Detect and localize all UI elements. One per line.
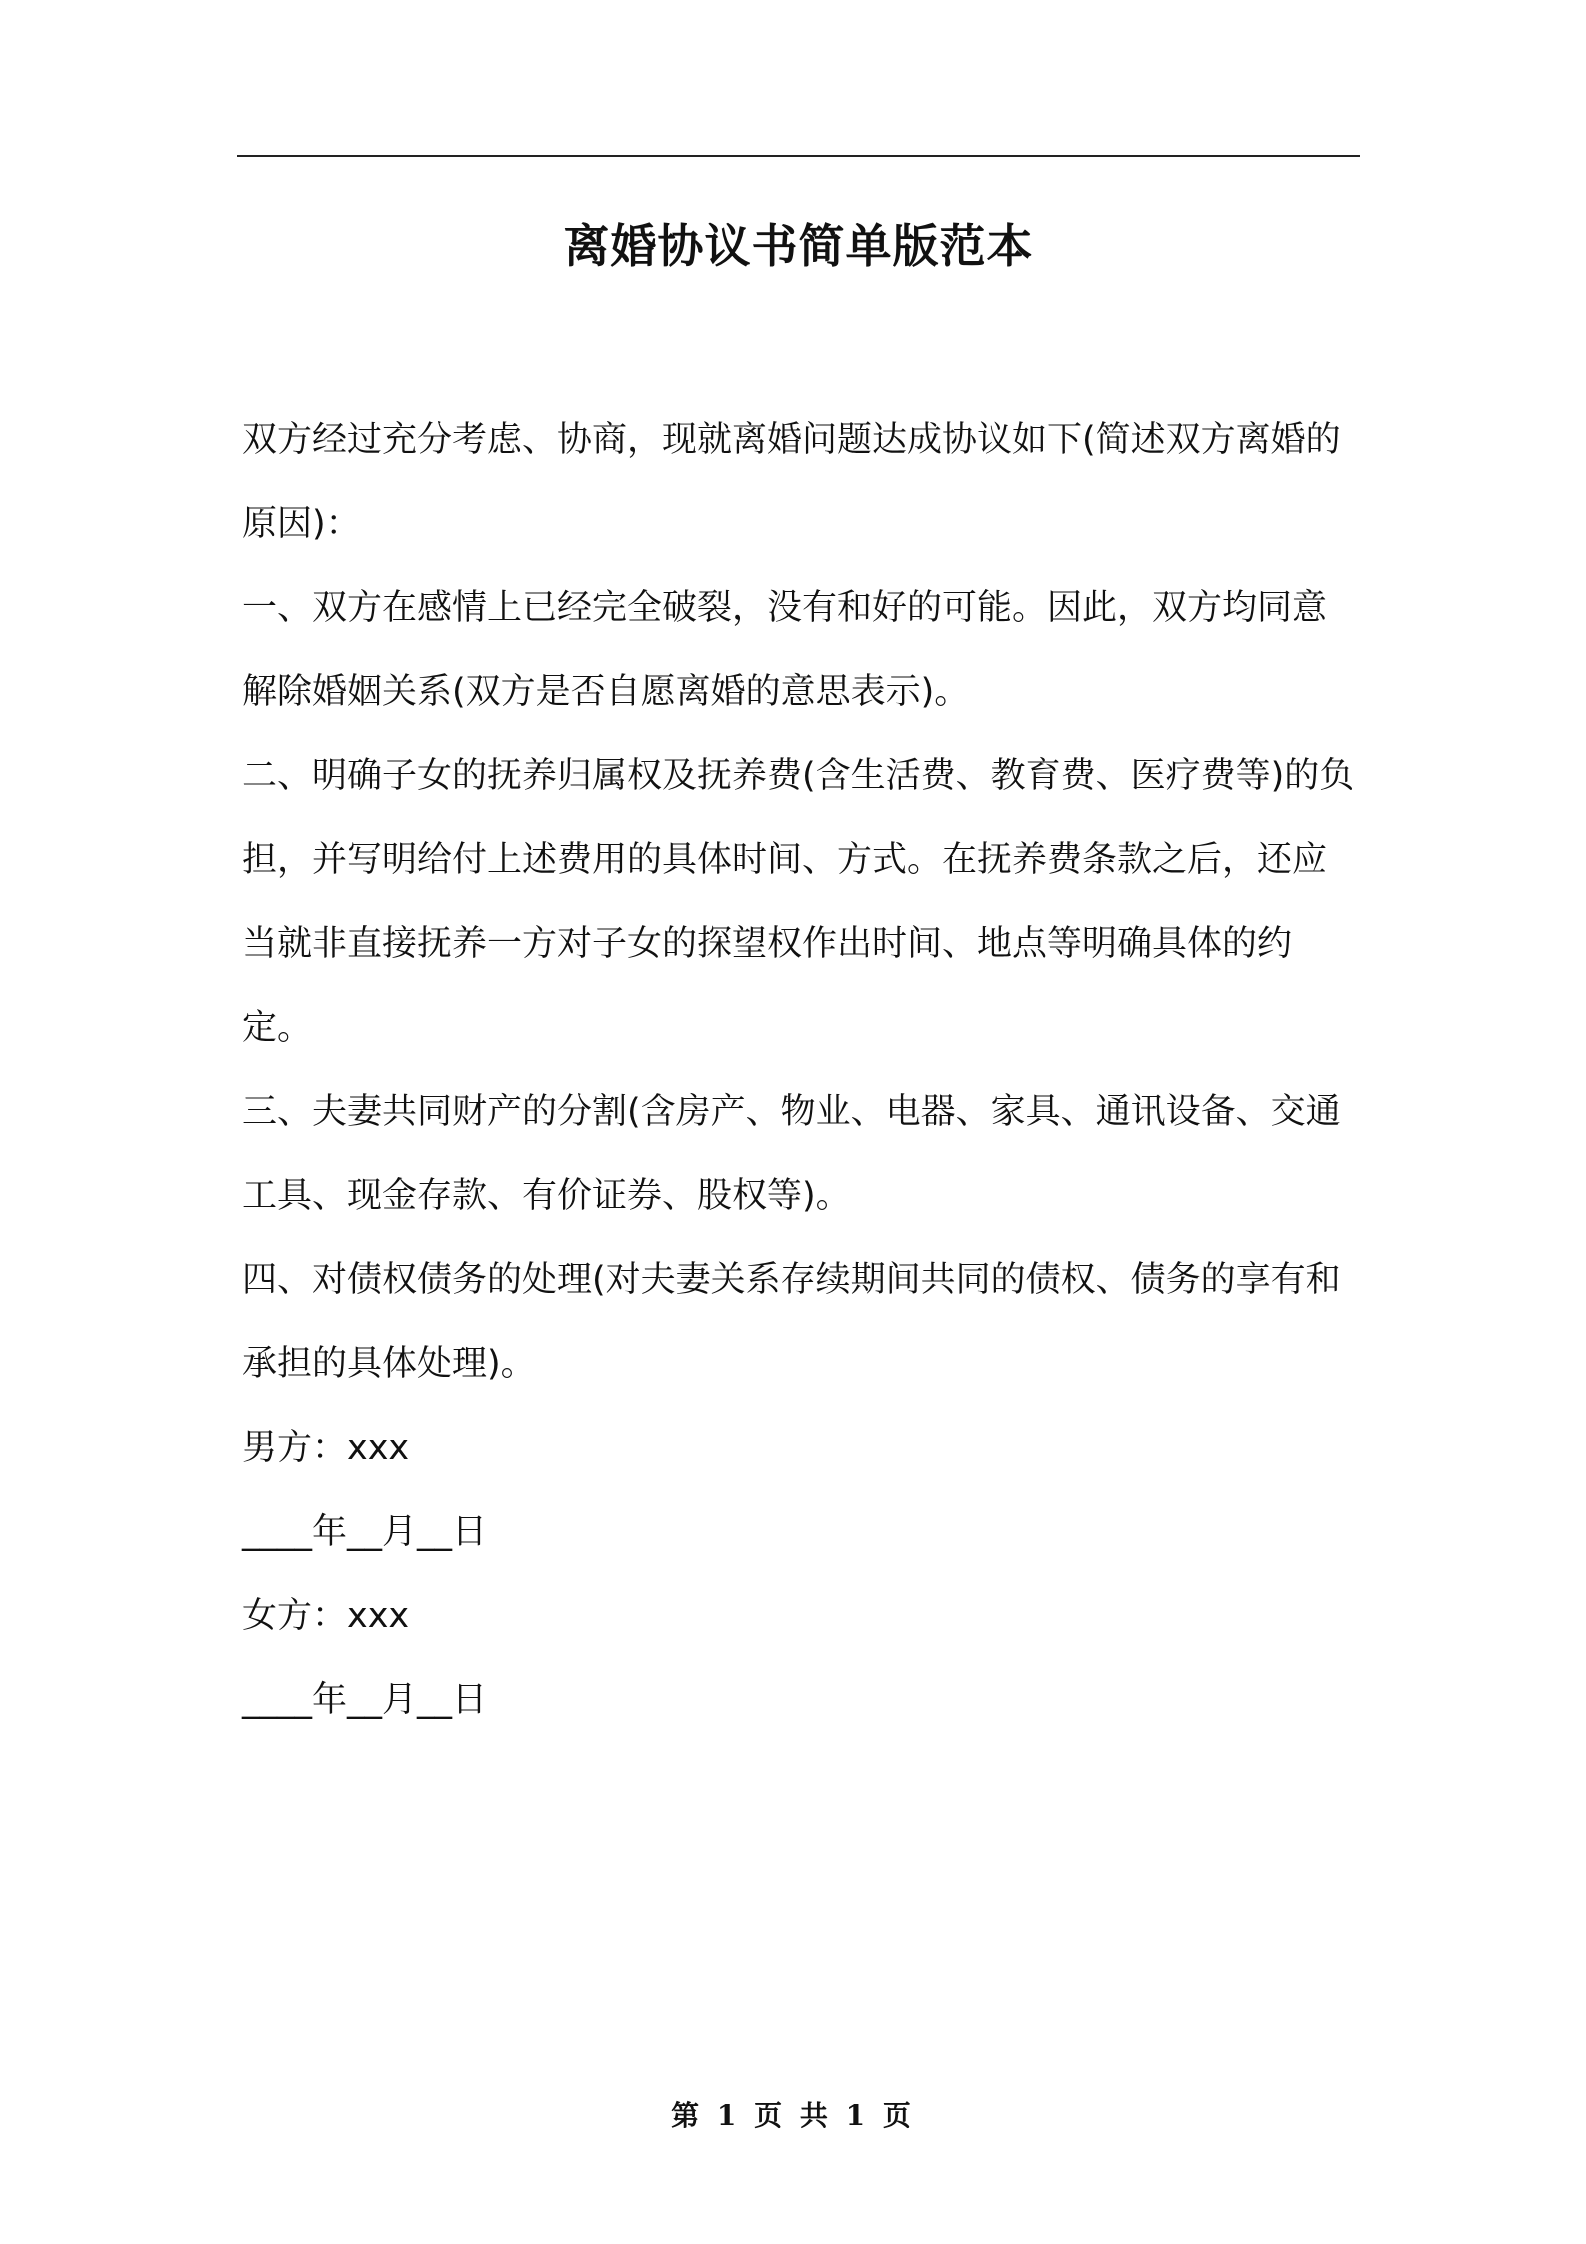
document-title: 离婚协议书简单版范本 <box>563 219 1034 273</box>
female-party-signature: 女方：xxx <box>242 1596 410 1636</box>
female-party-date: ____年__月__日 <box>242 1680 488 1720</box>
male-party-signature: 男方：xxx <box>242 1428 410 1468</box>
page-number-footer: 第 1 页 共 1 页 <box>671 2099 915 2132</box>
clause-4-paragraph: 四、对债权债务的处理(对夫妻关系存续期间共同的债权、债务的享有和承担的具体处理)。 <box>242 1260 1341 1384</box>
intro-paragraph: 双方经过充分考虑、协商，现就离婚问题达成协议如下(简述双方离婚的原因)： <box>242 420 1341 544</box>
clause-3-paragraph: 三、夫妻共同财产的分割(含房产、物业、电器、家具、通讯设备、交通工具、现金存款、有价证券、股权等)。 <box>242 1092 1341 1216</box>
clause-2-paragraph: 二、明确子女的抚养归属权及抚养费(含生活费、教育费、医疗费等)的负担，并写明给付上述费用的具体时间、方式。在抚养费条款之后，还应当就非直接抚养一方对子女的探望权作出时间、地点等明确具体的约定。 <box>242 756 1355 1048</box>
male-party-date: ____年__月__日 <box>242 1512 488 1552</box>
document-body <box>242 398 1357 1742</box>
clause-1-paragraph: 一、双方在感情上已经完全破裂，没有和好的可能。因此，双方均同意解除婚姻关系(双方是否自愿离婚的意思表示)。 <box>242 588 1328 712</box>
header-rule <box>237 155 1360 157</box>
